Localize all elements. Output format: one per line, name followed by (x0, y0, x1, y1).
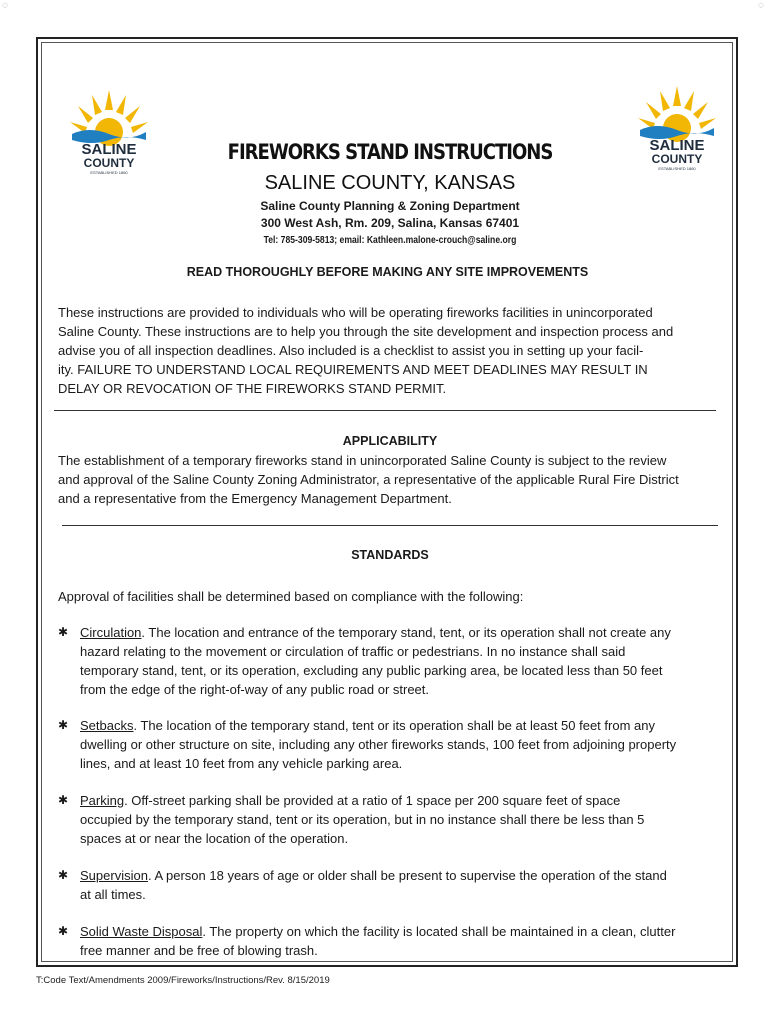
applicability-line: and a representative from the Emergency Management Department. (58, 491, 452, 506)
standards-heading: STANDARDS (351, 548, 429, 562)
logo-tagline: ESTABLISHED 1860 (90, 170, 128, 175)
corner-mark-right: ◌ (758, 0, 764, 11)
section-divider (62, 525, 718, 526)
standard-term: Supervision (80, 868, 148, 883)
standard-term: Parking (80, 793, 125, 808)
logo-line1: SALINE (649, 137, 705, 154)
department-address: 300 West Ash, Rm. 209, Salina, Kansas 67401 (260, 216, 520, 230)
footer-file-path: T:Code Text/Amendments 2009/Fireworks/Instructions/Rev. 8/15/2019 (36, 975, 330, 986)
standard-term: Solid Waste Disposal (80, 924, 203, 939)
saline-county-logo-left (64, 88, 154, 178)
applicability-heading: APPLICABILITY (342, 434, 438, 448)
document-title: FIREWORKS STAND INSTRUCTIONS (227, 140, 553, 164)
saline-county-logo-right (632, 84, 722, 174)
intro-line: ity. FAILURE TO UNDERSTAND LOCAL REQUIREMENTS AND MEET DEADLINES MAY RESULT IN (58, 362, 648, 377)
applicability-paragraph (58, 451, 723, 508)
logo-line2: COUNTY (83, 156, 135, 170)
intro-line: advise you of all inspection deadlines. Also included is a checklist to assist you in setting up your facil- (58, 343, 644, 358)
asterisk-bullet-icon: ✱ (58, 924, 69, 938)
applicability-line: The establishment of a temporary fireworks stand in unincorporated Saline County is subject to the review (58, 453, 667, 468)
intro-line: DELAY OR REVOCATION OF THE FIREWORKS STAND PERMIT. (58, 381, 447, 396)
asterisk-bullet-icon: ✱ (58, 868, 69, 882)
sun-logo-icon (632, 84, 722, 174)
standard-term: Circulation (80, 625, 142, 640)
logo-tagline: ESTABLISHED 1860 (658, 166, 696, 171)
asterisk-bullet-icon: ✱ (58, 718, 69, 732)
standard-term: Setbacks (80, 718, 134, 733)
sun-logo-icon (64, 88, 154, 178)
intro-line: Saline County. These instructions are to help you through the site development and inspection process and (58, 324, 674, 339)
corner-mark-left: ◌ (2, 0, 8, 11)
logo-line1: SALINE (81, 141, 137, 158)
section-divider (54, 410, 716, 411)
standards-intro: Approval of facilities shall be determined based on compliance with the following: (58, 589, 524, 604)
asterisk-bullet-icon: ✱ (58, 793, 69, 807)
applicability-line: and approval of the Saline County Zoning Administrator, a representative of the applicable Rural Fire District (58, 472, 679, 487)
logo-line2: COUNTY (651, 152, 703, 166)
warning-heading: READ THOROUGHLY BEFORE MAKING ANY SITE IMPROVEMENTS (186, 265, 589, 279)
asterisk-bullet-icon: ✱ (58, 625, 69, 639)
department-name: Saline County Planning & Zoning Department (260, 199, 520, 213)
county-heading: SALINE COUNTY, KANSAS (264, 172, 516, 194)
intro-paragraph (58, 303, 723, 398)
intro-line: These instructions are provided to individuals who will be operating fireworks facilities in unincorporated (58, 305, 653, 320)
contact-info: Tel: 785-309-5813; email: Kathleen.malone-crouch@saline.org (263, 234, 517, 246)
